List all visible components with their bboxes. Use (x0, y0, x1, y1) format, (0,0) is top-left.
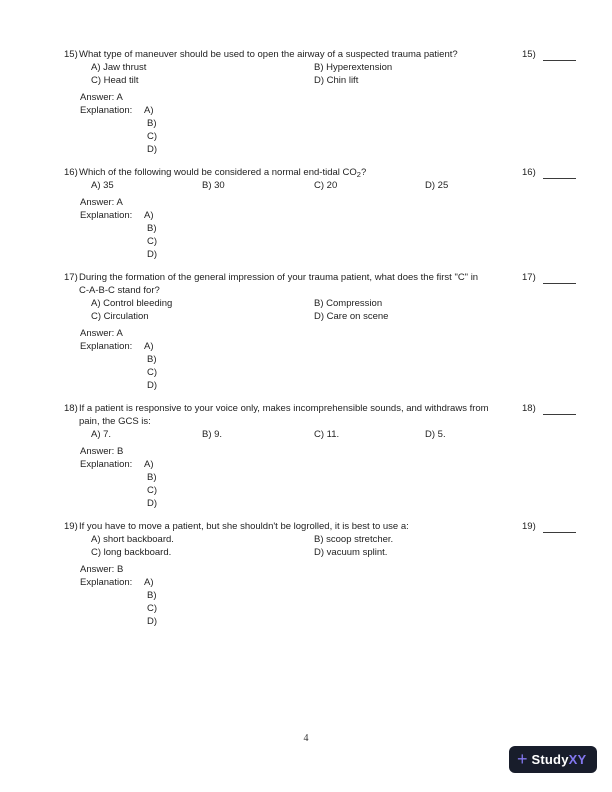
question-line: What type of maneuver should be used to open the airway of a suspected trauma patient? (79, 49, 458, 60)
option-c: C) 20 (314, 180, 338, 191)
question-block (64, 402, 604, 510)
option-c: C) Circulation (91, 311, 149, 322)
question-block (64, 271, 604, 392)
explanation-item: B) (147, 118, 157, 129)
answer-blank (522, 402, 576, 415)
explanation-item: D) (147, 249, 158, 260)
question-line: pain, the GCS is: (79, 416, 151, 427)
options-grid (91, 297, 604, 323)
question-line: C-A-B-C stand for? (79, 285, 160, 296)
explanation-item: D) (147, 498, 158, 509)
answer-line (80, 445, 604, 458)
explanation-item: A) (144, 105, 154, 116)
option-b: B) 9. (202, 429, 223, 440)
answer-label: Answer: (80, 197, 115, 208)
question-number: 15) (64, 49, 78, 60)
question-number: 17) (64, 272, 78, 283)
answer-label: Answer: (80, 328, 115, 339)
explanation-label: Explanation: (80, 105, 133, 116)
option-a: A) Control bleeding (91, 298, 173, 309)
answer-line (80, 327, 604, 340)
answer-value: B (116, 446, 124, 457)
question-line: If you have to move a patient, but she shouldn't be logrolled, it is best to use a: (79, 521, 409, 532)
explanation-item: D) (147, 616, 158, 627)
option-a: A) 35 (91, 180, 114, 191)
explanation-label: Explanation: (80, 210, 133, 221)
answer-blank-label: 19) (522, 521, 536, 532)
question-line: If a patient is responsive to your voice only, makes incomprehensible sounds, and withdraws from (79, 403, 489, 414)
answer-label: Answer: (80, 92, 115, 103)
explanation-item: A) (144, 459, 154, 470)
question-block (64, 166, 604, 261)
answer-blank-label: 17) (522, 272, 536, 283)
plus-icon: + (517, 748, 528, 769)
explanation-item: C) (147, 367, 158, 378)
answer-blank (522, 520, 576, 533)
option-d: D) vacuum splint. (314, 547, 388, 558)
answer-blank (522, 271, 576, 284)
explanation-item: A) (144, 341, 154, 352)
explanation-label: Explanation: (80, 459, 133, 470)
option-a: A) 7. (91, 429, 112, 440)
answer-line (80, 196, 604, 209)
option-b: B) Hyperextension (314, 62, 393, 73)
explanation-label: Explanation: (80, 341, 133, 352)
options-grid (91, 61, 604, 87)
explanation-item: C) (147, 236, 158, 247)
logo-brand-text (532, 752, 587, 767)
explanation-item: A) (144, 210, 154, 221)
option-d: D) Care on scene (314, 311, 389, 322)
explanation-label: Explanation: (80, 577, 133, 588)
logo-study-text: Study (531, 752, 569, 767)
page-number: 4 (303, 733, 309, 744)
options-grid (91, 428, 604, 441)
explanation-item: A) (144, 577, 154, 588)
answer-line (80, 563, 604, 576)
question-list (64, 48, 604, 638)
answer-blank-label: 16) (522, 167, 536, 178)
answer-blank-label: 15) (522, 49, 536, 60)
option-a: A) short backboard. (91, 534, 174, 545)
explanation-item: D) (147, 380, 158, 391)
options-grid (91, 179, 604, 192)
option-a: A) Jaw thrust (91, 62, 147, 73)
option-c: C) 11. (314, 429, 340, 440)
option-d: D) Chin lift (314, 75, 359, 86)
question-number: 19) (64, 521, 78, 532)
question-block (64, 48, 604, 156)
explanation-section (64, 209, 604, 261)
studyxy-logo (509, 746, 597, 773)
explanation-item: C) (147, 131, 158, 142)
question-line: During the formation of the general impression of your trauma patient, what does the first "C" in (79, 272, 479, 283)
answer-blank (522, 48, 576, 61)
explanation-item: D) (147, 144, 158, 155)
option-b: B) Compression (314, 298, 383, 309)
answer-value: B (116, 564, 124, 575)
question-block (64, 520, 604, 628)
option-d: D) 5. (425, 429, 446, 440)
options-grid (91, 533, 604, 559)
explanation-item: C) (147, 485, 158, 496)
answer-value: A (116, 328, 123, 339)
explanation-section (64, 576, 604, 628)
answer-value: A (116, 197, 123, 208)
question-number: 18) (64, 403, 78, 414)
question-number: 16) (64, 167, 78, 178)
answer-blank-line (543, 48, 576, 61)
explanation-section (64, 458, 604, 510)
option-b: B) 30 (202, 180, 225, 191)
answer-blank-label: 18) (522, 403, 536, 414)
answer-label: Answer: (80, 446, 115, 457)
option-c: C) Head tilt (91, 75, 139, 86)
option-b: B) scoop stretcher. (314, 534, 394, 545)
option-c: C) long backboard. (91, 547, 172, 558)
explanation-section (64, 104, 604, 156)
explanation-item: C) (147, 603, 158, 614)
subscript-2: 2 (356, 170, 361, 179)
answer-blank-line (543, 520, 576, 533)
answer-value: A (116, 92, 123, 103)
answer-blank-line (543, 271, 576, 284)
explanation-item: B) (147, 223, 157, 234)
logo-xy-text: XY (568, 752, 587, 767)
answer-line (80, 91, 604, 104)
answer-blank-line (543, 166, 576, 179)
explanation-section (64, 340, 604, 392)
option-d: D) 25 (425, 180, 449, 191)
explanation-item: B) (147, 354, 157, 365)
explanation-item: B) (147, 590, 157, 601)
answer-blank-line (543, 402, 576, 415)
explanation-item: B) (147, 472, 157, 483)
answer-blank (522, 166, 576, 179)
question-line: Which of the following would be considered a normal end-tidal $CO_2$? (79, 167, 367, 179)
answer-label: Answer: (80, 564, 115, 575)
